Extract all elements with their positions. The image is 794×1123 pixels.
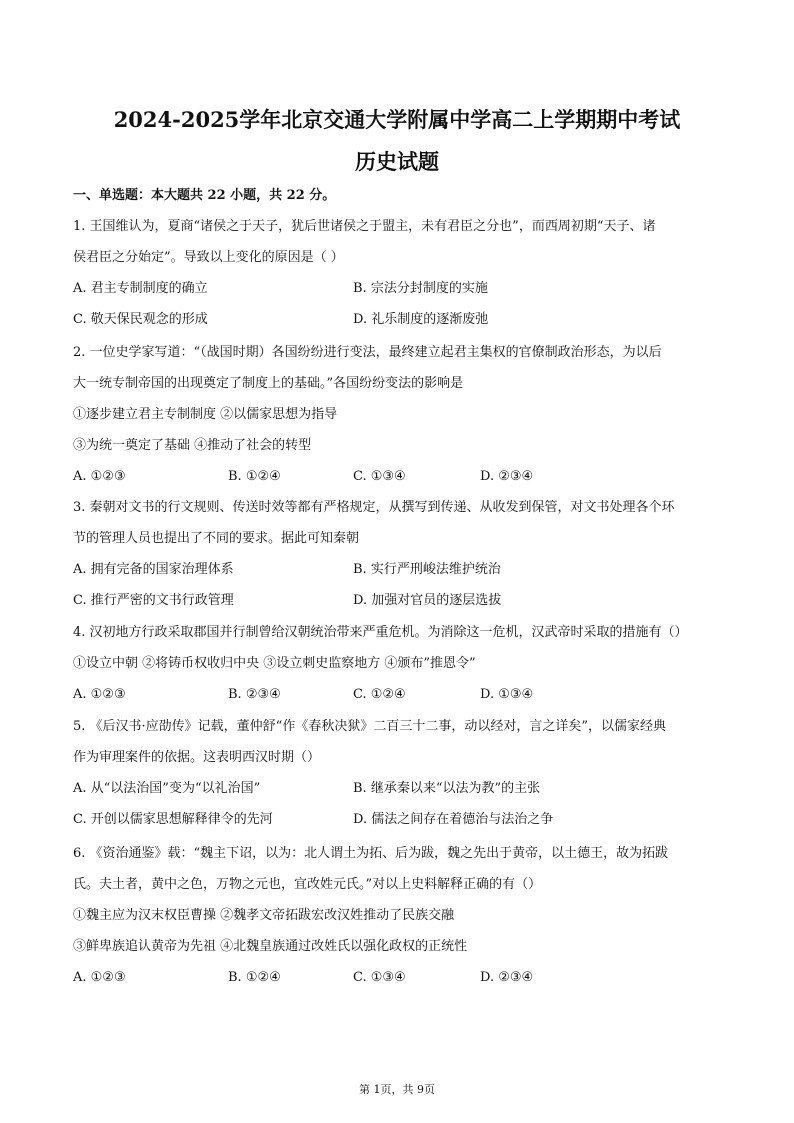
question-3-option-a: A. 拥有完备的国家治理体系 [73, 562, 234, 577]
question-5-option-c: C. 开创以儒家思想解释律令的先河 [73, 812, 273, 827]
exam-subtitle: 历史试题 [355, 149, 439, 174]
question-2-line-2: 大一统专制帝国的出现奠定了制度上的基础。”各国纷纷变法的影响是 [73, 376, 464, 391]
question-2-option-b: B. ①②④ [228, 469, 281, 484]
page-footer: 第 1页，共 9页 [359, 1083, 435, 1096]
question-4-option-a: A. ①②③ [73, 687, 126, 702]
question-4-option-c: C. ①②④ [353, 687, 406, 702]
question-5-option-a: A. 从“以法治国”变为“以礼治国” [73, 781, 261, 796]
question-2-option-c: C. ①③④ [353, 469, 406, 484]
question-6-line-1: 6. 《资治通鉴》载：“魏主下诏，以为：北人谓土为拓、后为跋，魏之先出于黄帝，以土德王，故为拓跋 [73, 846, 669, 861]
question-3-option-c: C. 推行严密的文书行政管理 [73, 593, 234, 608]
question-6-line-2: 氏。夫土者，黄中之色，万物之元也，宜改姓元氏。”对以上史料解释正确的有（） [73, 877, 542, 892]
question-2-line-4: ③为统一奠定了基础 ④推动了社会的转型 [73, 438, 312, 453]
question-3-option-b: B. 实行严刑峻法维护统治 [353, 562, 501, 577]
question-6-option-d: D. ②③④ [480, 970, 534, 985]
question-6-option-b: B. ①②④ [228, 970, 281, 985]
section-heading: 一、单选题：本大题共 22 小题，共 22 分。 [73, 188, 336, 203]
question-6-option-a: A. ①②③ [73, 970, 126, 985]
question-4-line-1: 4. 汉初地方行政采取郡国并行制曾给汉朝统治带来严重危机。为消除这一危机，汉武帝时采取的措施有（） [73, 625, 688, 640]
question-4-option-b: B. ②③④ [228, 687, 281, 702]
question-1-option-b: B. 宗法分封制度的实施 [353, 281, 488, 296]
question-2-line-3: ①逐步建立君主专制制度 ②以儒家思想为指导 [73, 407, 338, 422]
question-1-line-1: 1. 王国维认为，夏商“诸侯之于天子，犹后世诸侯之于盟主，未有君臣之分也”，而西周初期“天子、诸 [73, 219, 656, 234]
question-3-line-2: 节的管理人员也提出了不同的要求。据此可知秦朝 [73, 531, 360, 546]
question-5-option-d: D. 儒法之间存在着德治与法治之争 [353, 812, 554, 827]
question-4-option-d: D. ①③④ [480, 687, 534, 702]
question-1-option-a: A. 君主专制制度的确立 [73, 281, 208, 296]
question-1-line-2: 侯君臣之分始定”。导致以上变化的原因是（ ） [73, 250, 344, 265]
question-2-option-a: A. ①②③ [73, 469, 126, 484]
question-2-option-d: D. ②③④ [480, 469, 534, 484]
question-3-option-d: D. 加强对官员的逐层选拔 [353, 593, 502, 608]
question-6-option-c: C. ①③④ [353, 970, 406, 985]
question-2-line-1: 2. 一位史学家写道：“（战国时期）各国纷纷进行变法，最终建立起君主集权的官僚制政治形态，为以后 [73, 345, 662, 360]
question-1-option-d: D. 礼乐制度的逐渐废弛 [353, 312, 489, 327]
question-6-line-4: ③鲜卑族追认黄帝为先祖 ④北魏皇族通过改姓氏以强化政权的正统性 [73, 939, 468, 954]
question-4-line-2: ①设立中朝 ②将铸币权收归中央 ③设立刺史监察地方 ④颁布”推恩令” [73, 656, 476, 671]
question-5-line-1: 5. 《后汉书·应劭传》记载，董仲舒“作《春秋决狱》二百三十二事，动以经对，言之详矣”，以儒家经典 [73, 719, 666, 734]
question-5-option-b: B. 继承秦以来“以法为教”的主张 [353, 781, 541, 796]
question-3-line-1: 3. 秦朝对文书的行文规则、传送时效等都有严格规定，从撰写到传递、从收发到保管，对文书处理各个环 [73, 500, 675, 515]
exam-title: 2024-2025学年北京交通大学附属中学高二上学期期中考试 [113, 107, 681, 132]
question-6-line-3: ①魏主应为汉末权臣曹操 ②魏孝文帝拓跋宏改汉姓推动了民族交融 [73, 908, 455, 923]
question-1-option-c: C. 敬天保民观念的形成 [73, 312, 208, 327]
question-5-line-2: 作为审理案件的依据。这表明西汉时期（） [73, 750, 321, 765]
